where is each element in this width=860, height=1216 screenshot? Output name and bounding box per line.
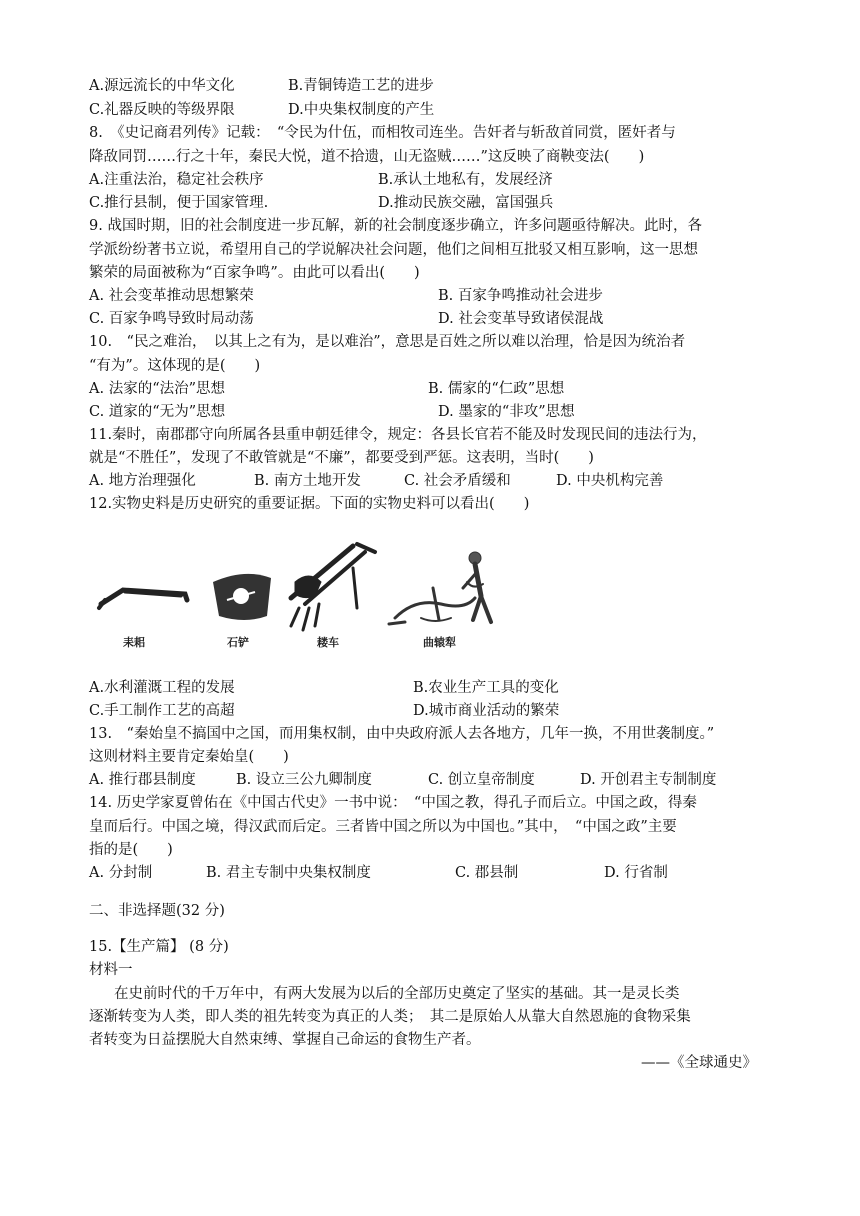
q10-option-d: D. 墨家的“非攻”思想 — [438, 404, 575, 420]
q14-stem-line2: 皇而后行。中国之境，得汉武而后定。三者皆中国之所以为中国也。”其中， “中国之政”主要 — [89, 819, 677, 835]
q11-option-a: A. 地方治理强化 — [89, 473, 196, 489]
q7-option-c: C.礼器反映的等级界限 — [89, 102, 235, 118]
q14-option-a: A. 分封制 — [89, 865, 153, 881]
q13-stem-line2: 这则材料主要肯定秦始皇( ) — [89, 749, 289, 765]
q12-option-c: C.手工制作工艺的高超 — [89, 703, 235, 719]
q9-stem-line1: 9. 战国时期，旧的社会制度进一步瓦解，新的社会制度逐步确立，许多问题亟待解决。此时，各 — [89, 218, 702, 234]
stone-shovel-icon — [213, 574, 271, 620]
q12-option-d: D.城市商业活动的繁荣 — [413, 703, 560, 719]
q8-option-b: B.承认土地私有，发展经济 — [378, 172, 553, 188]
figure-label-leisi: 耒耜 — [123, 636, 145, 649]
q8-stem-line2: 降敌同罚……行之十年，秦民大悦，道不拾遗，山无盗贼……”这反映了商鞅变法( ) — [89, 149, 645, 165]
q15-material-label: 材料一 — [89, 962, 133, 978]
q15-paragraph-line2: 逐渐转变为人类，即人类的祖先转变为真正的人类； 其二是原始人从靠大自然恩施的食物采集 — [89, 1009, 691, 1025]
q9-option-a: A. 社会变革推动思想繁荣 — [89, 288, 254, 304]
q12-option-a: A.水利灌溉工程的发展 — [89, 680, 235, 696]
q11-stem-line2: 就是“不胜任”，发现了不敢管就是“不廉”，都要受到严惩。这表明，当时( ) — [89, 450, 594, 466]
farming-tools-figure — [95, 538, 515, 656]
q8-option-c: C.推行县制，便于国家管理. — [89, 195, 269, 211]
q10-stem-line2: “有为”。这体现的是( ) — [89, 358, 261, 374]
seed-drill-icon — [291, 544, 375, 630]
q13-option-b: B. 设立三公九卿制度 — [236, 772, 372, 788]
q8-option-a: A.注重法治，稳定社会秩序 — [89, 172, 264, 188]
q11-option-c: C. 社会矛盾缓和 — [404, 473, 511, 489]
q13-stem-line1: 13. “秦始皇不搞国中之国，而用集权制，由中央政府派人去各地方，几年一换，不用世袭制度。” — [89, 726, 715, 742]
curved-plough-icon — [389, 588, 475, 624]
q10-option-a: A. 法家的“法治”思想 — [89, 381, 226, 397]
leisi-tool-icon — [99, 590, 187, 608]
q10-stem-line1: 10. “民之难治， 以其上之有为，是以难治”，意思是百姓之所以难以治理，恰是因为统治者 — [89, 334, 686, 350]
q14-stem-line3: 指的是( ) — [89, 842, 173, 858]
section-heading: 二、非选择题(32 分) — [89, 903, 225, 919]
figure-label-stone-shovel: 石铲 — [227, 636, 249, 649]
q15-paragraph-line3: 者转变为日益摆脱大自然束缚、掌握自己命运的食物生产者。 — [89, 1032, 481, 1048]
q12-option-b: B.农业生产工具的变化 — [413, 680, 559, 696]
q7-option-b: B.青铜铸造工艺的进步 — [288, 78, 434, 94]
q15-title: 15.【生产篇】 (8 分) — [89, 939, 229, 955]
q12-stem-line1: 12.实物史料是历史研究的重要证据。下面的实物史料可以看出( ) — [89, 496, 530, 512]
q9-stem-line2: 学派纷纷著书立说，希望用自己的学说解决社会问题，他们之间相互批驳又相互影响，这一思想 — [89, 242, 698, 258]
q13-option-d: D. 开创君主专制制度 — [580, 772, 717, 788]
q15-paragraph-line1: 在史前时代的千万年中，有两大发展为以后的全部历史奠定了坚实的基础。其一是灵长类 — [114, 986, 680, 1002]
q14-option-b: B. 君主专制中央集权制度 — [206, 865, 371, 881]
figure-label-seed-drill: 耧车 — [317, 636, 339, 649]
q15-source-citation: ——《全球通史》 — [641, 1055, 757, 1071]
q9-option-d: D. 社会变革导致诸侯混战 — [438, 311, 604, 327]
q10-option-b: B. 儒家的“仁政”思想 — [428, 381, 565, 397]
q14-option-d: D. 行省制 — [604, 865, 668, 881]
q7-option-a: A.源远流长的中华文化 — [89, 78, 235, 94]
q14-stem-line1: 14. 历史学家夏曾佑在《中国古代史》一书中说： “中国之教，得孔子而后立。中国之政，得秦 — [89, 795, 697, 811]
q10-option-c: C. 道家的“无为”思想 — [89, 404, 226, 420]
figure-label-curved-plough: 曲辕犁 — [423, 636, 456, 649]
q13-option-c: C. 创立皇帝制度 — [428, 772, 535, 788]
q8-option-d: D.推动民族交融，富国强兵 — [378, 195, 554, 211]
q8-stem-line1: 8. 《史记商君列传》记载： “令民为什伍，而相牧司连坐。告奸者与斩敌首同赏，匿奸者与 — [89, 125, 676, 141]
q11-stem-line1: 11.秦时，南郡郡守向所属各县重申朝廷律令，规定：各县长官若不能及时发现民间的违法行为， — [89, 427, 707, 443]
q13-option-a: A. 推行郡县制度 — [89, 772, 196, 788]
q9-option-c: C. 百家争鸣导致时局动荡 — [89, 311, 254, 327]
q14-option-c: C. 郡县制 — [455, 865, 519, 881]
q9-stem-line3: 繁荣的局面被称为“百家争鸣”。由此可以看出( ) — [89, 265, 420, 281]
q9-option-b: B. 百家争鸣推动社会进步 — [438, 288, 603, 304]
farmer-figure-icon — [463, 552, 491, 622]
q11-option-d: D. 中央机构完善 — [556, 473, 664, 489]
q11-option-b: B. 南方土地开发 — [254, 473, 361, 489]
q7-option-d: D.中央集权制度的产生 — [288, 102, 435, 118]
